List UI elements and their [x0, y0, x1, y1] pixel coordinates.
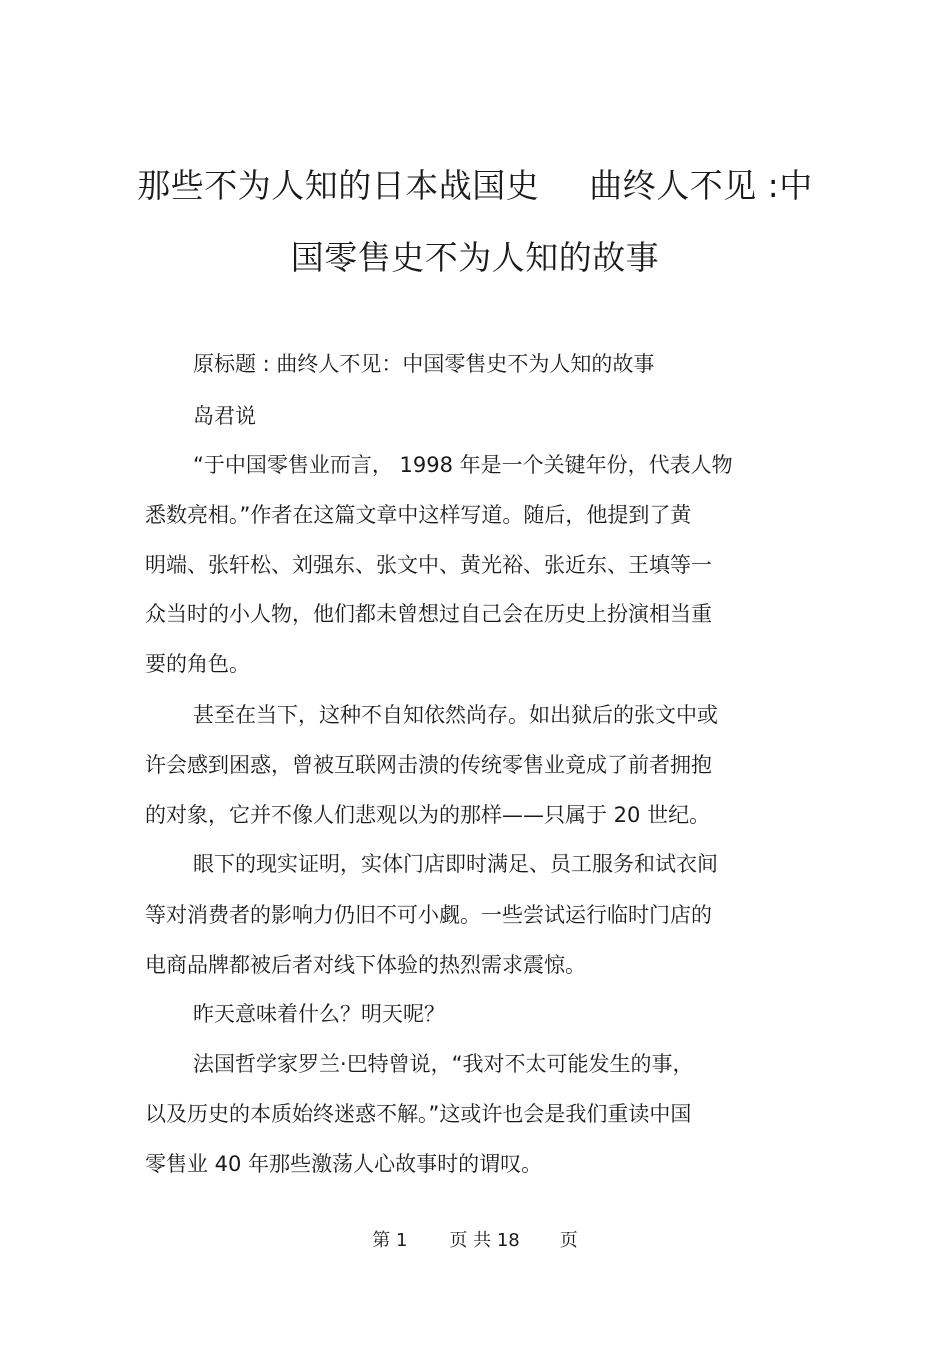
author-line: 岛君说: [193, 404, 256, 428]
paragraph-line: 明端、张轩松、刘强东、张文中、黄光裕、张近东、王填等一: [145, 553, 712, 577]
footer-suffix: 页: [559, 1230, 578, 1251]
original-title-line: 原标题 : 曲终人不见：中国零售史不为人知的故事: [193, 352, 655, 376]
page-title-line-2: 国零售史不为人知的故事: [290, 238, 660, 277]
paragraph-line: 零售业 40 年那些激荡人心故事时的谓叹。: [145, 1152, 543, 1176]
title-part-2: 曲终人不见 :中: [589, 166, 813, 205]
page-footer: [0, 1226, 950, 1252]
paragraph-line: 的对象，它并不像人们悲观以为的那样——只属于 20 世纪。: [145, 803, 711, 827]
footer-total-pages: 页 共 18: [449, 1230, 520, 1251]
paragraph-line: 昨天意味着什么？明天呢？: [193, 1002, 445, 1026]
paragraph-line: 电商品牌都被后者对线下体验的热烈需求震惊。: [145, 953, 586, 977]
page-title-line-1: [0, 160, 950, 207]
paragraph-line: 要的角色。: [145, 652, 250, 676]
paragraph-line: 众当时的小人物，他们都未曾想过自己会在历史上扮演相当重: [145, 602, 712, 626]
footer-page-number: 第 1: [372, 1230, 408, 1251]
paragraph-line: 以及历史的本质始终迷惑不解。”这或许也会是我们重读中国: [145, 1102, 692, 1126]
title-part-1: 那些不为人知的日本战国史: [137, 166, 540, 205]
paragraph-line: “于中国零售业而言， 1998 年是一个关键年份，代表人物: [193, 453, 733, 477]
paragraph-line: 甚至在当下，这种不自知依然尚存。如出狱后的张文中或: [193, 703, 718, 727]
paragraph-line: 许会感到困惑，曾被互联网击溃的传统零售业竟成了前者拥抱: [145, 753, 712, 777]
paragraph-line: 悉数亮相。”作者在这篇文章中这样写道。随后，他提到了黄: [145, 503, 692, 527]
paragraph-line: 法国哲学家罗兰·巴特曾说，“我对不太可能发生的事，: [193, 1052, 694, 1076]
paragraph-line: 等对消费者的影响力仍旧不可小觑。一些尝试运行临时门店的: [145, 903, 712, 927]
paragraph-line: 眼下的现实证明，实体门店即时满足、员工服务和试衣间: [193, 852, 718, 876]
